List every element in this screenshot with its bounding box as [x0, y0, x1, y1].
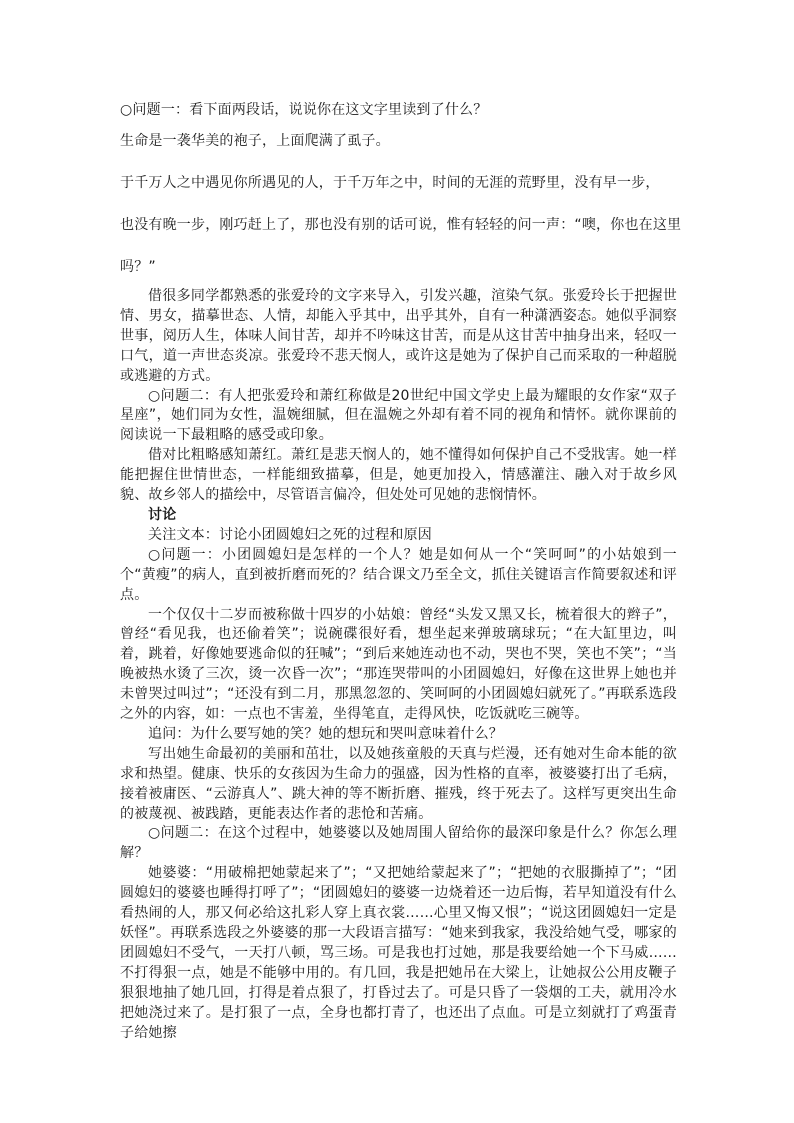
question-two-mother-in-law: ○问题二：在这个过程中，她婆婆以及她周围人留给你的最深印象是什么？你怎么理解？ — [120, 825, 677, 862]
discussion-heading: 讨论 — [148, 506, 177, 523]
quote-meeting-line-2: 也没有晚一步，刚巧赶上了，那也没有别的话可说，惟有轻轻的问一声：“噢，你也在这里 — [120, 217, 682, 233]
quote-robe: 生命是一袭华美的袍子，上面爬满了虱子。 — [120, 133, 390, 149]
paragraph-xiao-hong: 借对比粗略感知萧红。萧红是悲天悯人的，她不懂得如何保护自己不受戕害。她一样能把握住世情世态，一样能细致描摹，但是，她更加投入，情感灌注、融入对于故乡风貌、故乡邻人的描绘中，尽管语言偏冷，但处处可见她的悲悯情怀。 — [120, 447, 677, 504]
paragraph-zhang-ailing: 借很多同学都熟悉的张爱玲的文字来导入，引发兴趣，渲染气氛。张爱玲长于把握世情、男女，描摹世态、人情，却能入乎其中，出乎其外，自有一种潇洒姿态。她似乎洞察世事，阅历人生，体味人间甘苦，却并不吟味这甘苦，而是从这甘苦中抽身出来，轻叹一口气，道一声世态炎凉。张爱玲不悲天悯人，或许这是她为了保护自己而采取的一种超脱或逃避的方式。 — [120, 288, 677, 384]
question-two-twin-stars: ○问题二：有人把张爱玲和萧红称做是20世纪中国文学史上最为耀眼的女作家“双子星座”，她们同为女性，温婉细腻，但在温婉之外却有着不同的视角和情怀。就你课前的阅读说一下最粗略的感受或印象。 — [120, 387, 677, 444]
question-one-little-bride: ○问题一：小团圆媳妇是怎样的一个人？她是如何从一个“笑呵呵”的小姑娘到一个“黄瘦”的病人，直到被折磨而死的？结合课文乃至全文，抓住关键语言作简要叙述和评点。 — [120, 546, 677, 603]
quote-meeting-line-3: 吗？” — [120, 259, 156, 275]
lesson-body — [120, 287, 677, 1043]
quote-meeting-line-1: 于千万人之中遇见你所遇见的人，于千万年之中，时间的无涯的荒野里，没有早一步， — [120, 175, 660, 191]
paragraph-mother-in-law: 她婆婆：“用破棉把她蒙起来了”；“又把她给蒙起来了”；“把她的衣服撕掉了”；“团圆媳妇的婆婆也睡得打呼了”；“团圆媳妇的婆婆一边烧着还一边后悔，若早知道没有什么看热闹的人，那又何必给这扎彩人穿上真衣裳……心里又悔又恨”；“说这团圆媳妇一定是妖怪”。再联系选段之外婆婆的那一大段语言描写：“她来到我家，我没给她气受，哪家的团圆媳妇不受气，一天打八顿，骂三场。可是我也打过她，那是我要给她一个下马威……不打得狠一点，她是不能够中用的。有几回，我是把她吊在大梁上，让她叔公公用皮鞭子狠狠地抽了她几回，打得是着点狠了，打昏过去了。可是只昏了一袋烟的工夫，就用冷水把她浇过来了。是打狠了一点，全身也都打青了，也还出了点血。可是立刻就打了鸡蛋青子给她擦 — [120, 865, 677, 1041]
question-one: ○问题一：看下面两段话，说说你在这文字里读到了什么？ — [120, 102, 488, 118]
paragraph-little-bride-quotes: 一个仅仅十二岁而被称做十四岁的小姑娘：曾经“头发又黑又长，梳着很大的辫子”，曾经“看见我，也还偷着笑”；说碗碟很好看，想坐起来弹玻璃球玩；“在大缸里边，叫着，跳着，好像她要逃命似的狂喊”；“到后来她连动也不动，哭也不哭，笑也不笑”；“当晚被热水烫了三次，烫一次昏一次”；“那连哭带叫的小团圆媳妇，好像在这世界上她也并未曾哭过叫过”；“还没有到二月，那黑忽忽的、笑呵呵的小团圆媳妇就死了。”再联系选段之外的内容，如：一点也不害羞，坐得笔直，走得风快，吃饭就吃三碗等。 — [120, 606, 677, 723]
paragraph-laughter-meaning: 写出她生命最初的美丽和茁壮，以及她孩童般的天真与烂漫，还有她对生命本能的欲求和热望。健康、快乐的女孩因为生命力的强盛，因为性格的直率，被婆婆打出了毛病，接着被庸医、“云游真人”、跳大神的等不断折磨、摧残，终于死去了。这样写更突出生命的被蔑视、被践踏，更能表达作者的悲怆和苦痛。 — [120, 745, 677, 822]
focus-text: 关注文本：讨论小团圆媳妇之死的过程和原因 — [148, 526, 432, 543]
follow-up-question: 追问：为什么要写她的笑？她的想玩和哭叫意味着什么？ — [148, 725, 503, 742]
